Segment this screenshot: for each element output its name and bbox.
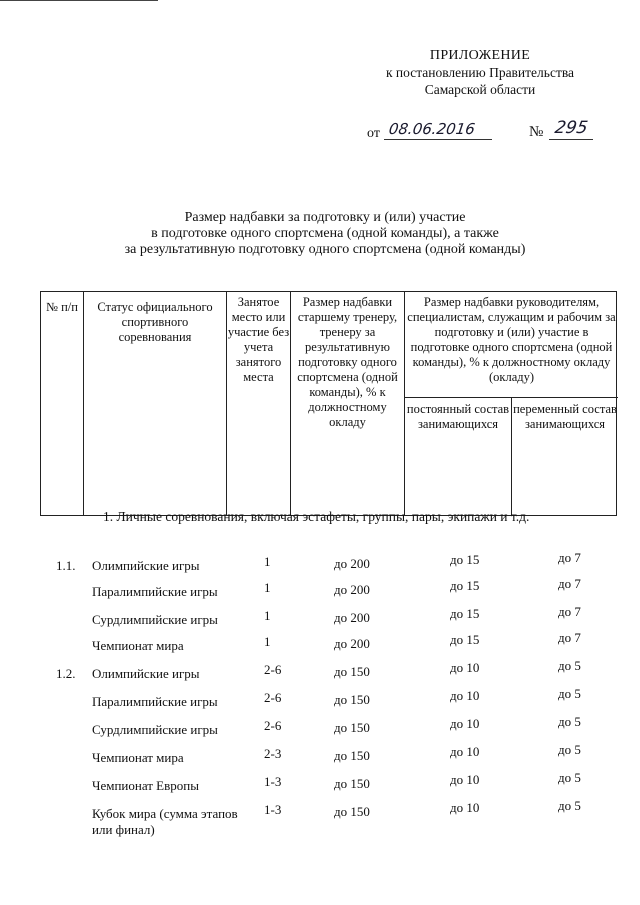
header-variable: переменный состав занимающихся bbox=[513, 402, 617, 431]
row-status: Кубок мира (сумма этапов или финал) bbox=[92, 806, 238, 837]
row-variable: до 5 bbox=[558, 714, 581, 729]
row-variable: до 5 bbox=[558, 686, 581, 701]
title-line-3: за результативную подготовку одного спортсмена (одной команды) bbox=[124, 242, 526, 257]
header-permanent: постоянный состав занимающихся bbox=[406, 402, 510, 431]
header-no: № п/п bbox=[46, 300, 78, 314]
row-status: Олимпийские игры bbox=[92, 666, 200, 681]
appendix-line-2: к постановлению Правительства bbox=[385, 65, 575, 80]
row-place: 2-6 bbox=[264, 662, 282, 677]
appendix-title: ПРИЛОЖЕНИЕ bbox=[429, 48, 531, 63]
row-variable: до 5 bbox=[558, 742, 581, 757]
table-row bbox=[0, 798, 640, 842]
row-variable: до 5 bbox=[558, 798, 581, 813]
row-status: Паралимпийские игры bbox=[92, 694, 218, 709]
order-date-underline bbox=[384, 139, 492, 140]
row-trainer: до 150 bbox=[334, 692, 370, 707]
appendix-block bbox=[360, 47, 600, 98]
row-trainer: до 150 bbox=[334, 664, 370, 679]
row-place: 1 bbox=[264, 634, 271, 649]
row-variable: до 7 bbox=[558, 630, 581, 645]
order-reference bbox=[367, 118, 607, 142]
row-place: 1-3 bbox=[264, 802, 282, 817]
row-trainer: до 150 bbox=[334, 748, 370, 763]
row-place: 1-3 bbox=[264, 774, 282, 789]
order-date: 08.06.2016 bbox=[387, 120, 477, 138]
row-variable: до 5 bbox=[558, 658, 581, 673]
row-permanent: до 15 bbox=[450, 632, 480, 647]
row-trainer: до 200 bbox=[334, 556, 370, 571]
section-title: 1. Личные соревнования, включая эстафеты, группы, пары, экипажи и т.д. bbox=[103, 509, 530, 524]
row-place: 1 bbox=[264, 580, 271, 595]
appendix-line-3: Самарской области bbox=[424, 82, 536, 97]
row-variable: до 5 bbox=[558, 770, 581, 785]
row-divider bbox=[404, 397, 618, 398]
header-trainer: Размер надбавки старшему тренеру, тренеру за результативную подготовку одного спортсмена (одной команды), % к должностному окладу bbox=[297, 295, 398, 429]
header-status: Статус официального спортивного соревнования bbox=[97, 300, 213, 344]
row-trainer: до 150 bbox=[334, 776, 370, 791]
row-trainer: до 200 bbox=[334, 582, 370, 597]
row-permanent: до 10 bbox=[450, 800, 480, 815]
row-status: Паралимпийские игры bbox=[92, 584, 218, 599]
row-permanent: до 10 bbox=[450, 772, 480, 787]
row-place: 1 bbox=[264, 608, 271, 623]
row-permanent: до 15 bbox=[450, 578, 480, 593]
row-trainer: до 200 bbox=[334, 636, 370, 651]
row-status: Сурдлимпийские игры bbox=[92, 612, 218, 627]
row-permanent: до 15 bbox=[450, 552, 480, 567]
order-number-underline bbox=[549, 139, 593, 140]
row-number: 1.2. bbox=[56, 666, 76, 681]
row-trainer: до 150 bbox=[334, 720, 370, 735]
order-number: 295 bbox=[553, 118, 590, 138]
row-trainer: до 150 bbox=[334, 804, 370, 819]
title-line-1: Размер надбавки за подготовку и (или) участие bbox=[184, 210, 466, 225]
table-header bbox=[40, 291, 617, 516]
header-managers: Размер надбавки руководителям, специалистам, служащим и рабочим за подготовку и (или) участие в подготовке одного спортсмена (одной команды), % к должностному окладу (окладу) bbox=[407, 295, 616, 384]
header-place: Занятое место или участие без учета занятого места bbox=[227, 295, 290, 384]
row-permanent: до 10 bbox=[450, 688, 480, 703]
order-number-prefix: № bbox=[529, 124, 544, 140]
row-status: Олимпийские игры bbox=[92, 558, 200, 573]
row-permanent: до 10 bbox=[450, 744, 480, 759]
row-variable: до 7 bbox=[558, 576, 581, 591]
row-place: 2-3 bbox=[264, 746, 282, 761]
row-status: Чемпионат Европы bbox=[92, 778, 199, 793]
row-permanent: до 10 bbox=[450, 716, 480, 731]
row-status: Сурдлимпийские игры bbox=[92, 722, 218, 737]
row-status: Чемпионат мира bbox=[92, 638, 184, 653]
row-variable: до 7 bbox=[558, 550, 581, 565]
title-line-2: в подготовке одного спортсмена (одной команды), а также bbox=[151, 226, 499, 241]
row-place: 2-6 bbox=[264, 690, 282, 705]
row-place: 2-6 bbox=[264, 718, 282, 733]
top-rule bbox=[0, 0, 158, 1]
row-permanent: до 10 bbox=[450, 660, 480, 675]
row-number: 1.1. bbox=[56, 558, 76, 573]
row-trainer: до 200 bbox=[334, 610, 370, 625]
row-status: Чемпионат мира bbox=[92, 750, 184, 765]
order-date-prefix: от bbox=[367, 126, 380, 141]
row-permanent: до 15 bbox=[450, 606, 480, 621]
row-place: 1 bbox=[264, 554, 271, 569]
row-variable: до 7 bbox=[558, 604, 581, 619]
document-title bbox=[100, 210, 550, 258]
